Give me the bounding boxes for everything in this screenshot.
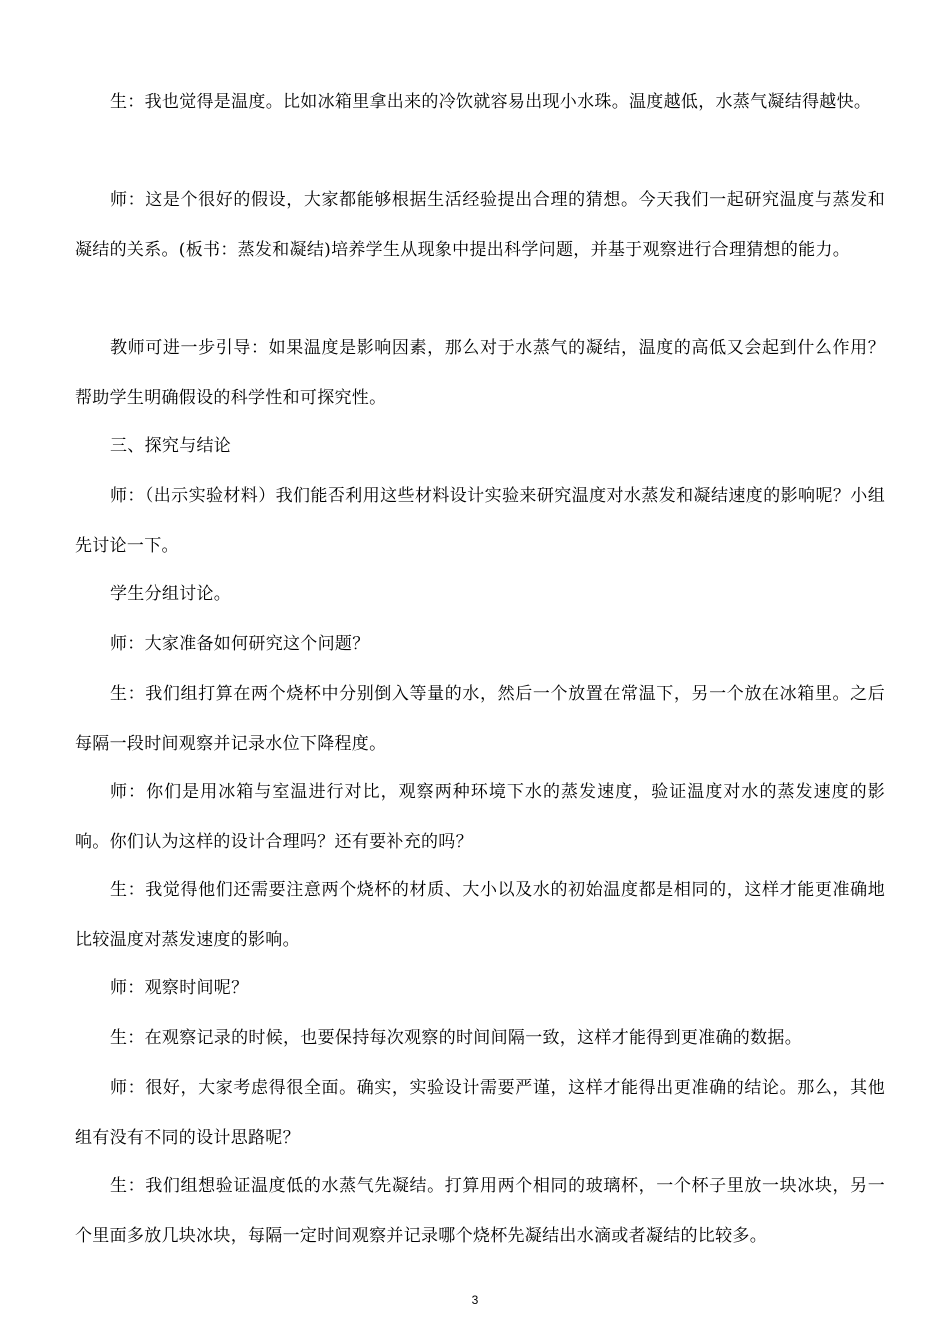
paragraph-teacher-materials: 师：（出示实验材料）我们能否利用这些材料设计实验来研究温度对水蒸发和凝结速度的影响呢？小组先讨论一下。 [75,486,885,556]
section-heading-inquiry: 三、探究与结论 [110,436,232,456]
page-number: 3 [471,1293,479,1307]
paragraph-group-discussion: 学生分组讨论。 [110,584,232,604]
paragraph-student-variables: 生：我觉得他们还需要注意两个烧杯的材质、大小以及水的初始温度都是相同的，这样才能更准确地比较温度对蒸发速度的影响。 [75,880,885,950]
paragraph-teacher-comparison: 师：你们是用冰箱与室温进行对比，观察两种环境下水的蒸发速度，验证温度对水的蒸发速度的影响。你们认为这样的设计合理吗？还有要补充的吗？ [75,782,885,852]
paragraph-student-condensation: 生：我们组想验证温度低的水蒸气先凝结。打算用两个相同的玻璃杯，一个杯子里放一块冰块，另一个里面多放几块冰块，每隔一定时间观察并记录哪个烧杯先凝结出水滴或者凝结的比较多。 [75,1176,885,1246]
paragraph-student-interval: 生：在观察记录的时候，也要保持每次观察的时间间隔一致，这样才能得到更准确的数据。 [110,1028,802,1048]
paragraph-teacher-question: 师：大家准备如何研究这个问题？ [110,634,370,654]
paragraph-teacher-hypothesis: 师：这是个很好的假设，大家都能够根据生活经验提出合理的猜想。今天我们一起研究温度与蒸发和凝结的关系。(板书：蒸发和凝结)培养学生从现象中提出科学问题，并基于观察进行合理猜想的能力。 [75,190,885,260]
paragraph-teacher-guidance: 教师可进一步引导：如果温度是影响因素，那么对于水蒸气的凝结，温度的高低又会起到什么作用？帮助学生明确假设的科学性和可探究性。 [75,338,885,408]
paragraph-teacher-time: 师：观察时间呢？ [110,978,249,998]
paragraph-student-plan: 生：我们组打算在两个烧杯中分别倒入等量的水，然后一个放置在常温下，另一个放在冰箱里。之后每隔一段时间观察并记录水位下降程度。 [75,684,885,754]
paragraph-teacher-praise: 师：很好，大家考虑得很全面。确实，实验设计需要严谨，这样才能得出更准确的结论。那么，其他组有没有不同的设计思路呢？ [75,1078,885,1148]
paragraph-student-temperature: 生：我也觉得是温度。比如冰箱里拿出来的冷饮就容易出现小水珠。温度越低，水蒸气凝结得越快。 [110,92,872,112]
